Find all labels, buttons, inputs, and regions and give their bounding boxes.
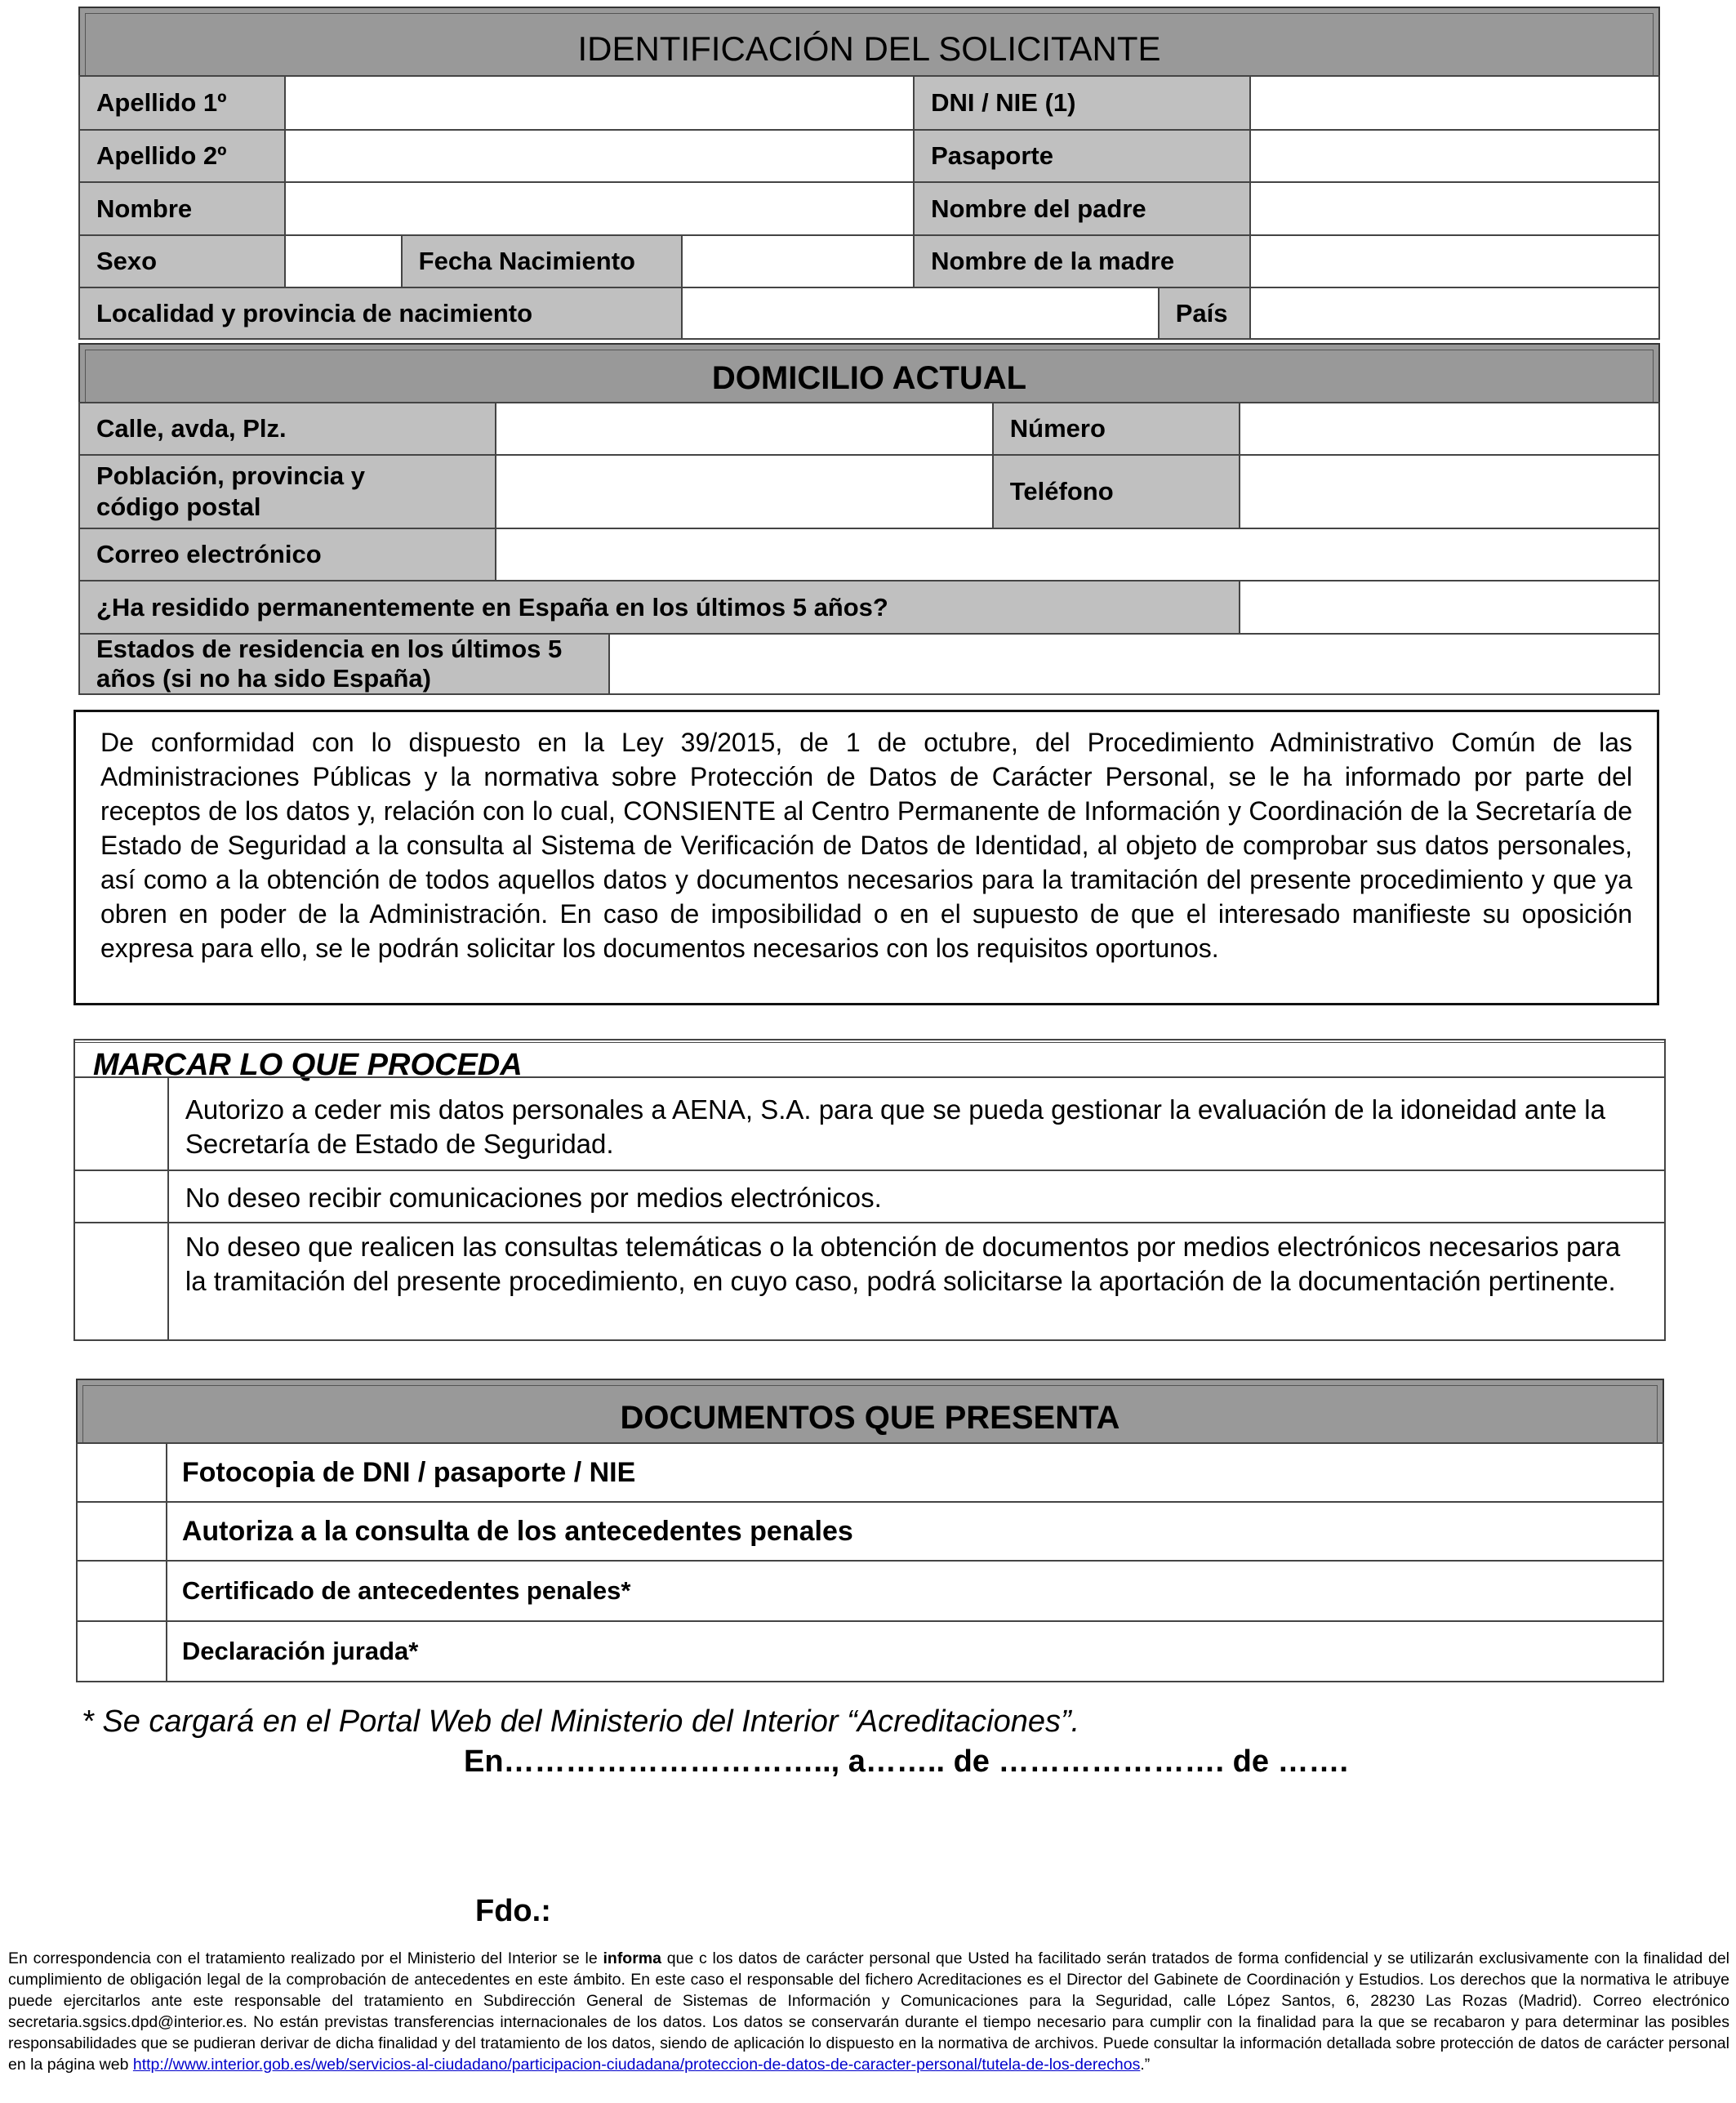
nombre-padre-field[interactable] <box>1250 182 1659 235</box>
domicilio-header <box>78 343 1660 403</box>
documentos-title: DOCUMENTOS QUE PRESENTA <box>620 1400 1120 1436</box>
documentos-item-1: Fotocopia de DNI / pasaporte / NIE <box>167 1443 1663 1502</box>
marcar-table <box>73 1076 1666 1341</box>
documentos-item-4: Declaración jurada* <box>167 1621 1663 1682</box>
marcar-checkbox-2[interactable] <box>74 1170 168 1223</box>
nota-acreditaciones: * Se cargará en el Portal Web del Ministerio del Interior “Acreditaciones”. <box>82 1704 1080 1739</box>
sexo-field[interactable] <box>285 235 402 287</box>
marcar-item-1: Autorizo a ceder mis datos personales a AENA, S.A. para que se pueda gestionar la evaluación de la idoneidad ante la Secretaría de Estado de Seguridad. <box>168 1077 1665 1170</box>
marcar-item-3: No deseo que realicen las consultas telemáticas o la obtención de documentos por medios electrónicos necesarios para la tramitación del presente procedimiento, en cuyo caso, podrá solicitarse la aportación de la documentación pertinente. <box>168 1223 1665 1340</box>
identificacion-title: IDENTIFICACIÓN DEL SOLICITANTE <box>577 29 1161 68</box>
marcar-header-rule <box>73 1042 1666 1043</box>
footer-text-end: .” <box>1140 2056 1151 2074</box>
sexo-label: Sexo <box>79 235 285 287</box>
nombre-padre-label: Nombre del padre <box>914 182 1250 235</box>
dni-field[interactable] <box>1250 76 1659 130</box>
footer-privacy-notice <box>8 1948 1729 2075</box>
poblacion-label-line2: código postal <box>96 492 261 521</box>
consentimiento-box <box>73 710 1659 1005</box>
apellido1-label: Apellido 1º <box>79 76 285 130</box>
consentimiento-text: De conformidad con lo dispuesto en la Ley 39/2015, de 1 de octubre, del Procedimiento Administrativo Común de las Administraciones Públicas y la normativa sobre Protección de Datos de Carácter Personal, se le ha informado por parte del receptos de los datos y, relación con lo cual, CONSIENTE al Centro Permanente de Información y Coordinación de la Secretaría de Estado de Seguridad a la consulta al Sistema de Verificación de Datos de Identidad, al objeto de comprobar sus datos personales, así como a la obtención de todos aquellos datos y documentos necesarios para la tramitación del presente procedimiento y que ya obren en poder de la Administración. En caso de imposibilidad o en el supuesto de que el interesado manifieste su oposición expresa para ello, se le podrán solicitar los documentos necesarios con los requisitos oportunos. <box>100 728 1632 963</box>
correo-label: Correo electrónico <box>79 528 496 581</box>
documentos-checkbox-2[interactable] <box>77 1502 167 1561</box>
documentos-table <box>76 1442 1664 1682</box>
nombre-label: Nombre <box>79 182 285 235</box>
poblacion-label-line1: Población, provincia y <box>96 461 366 490</box>
marcar-title: MARCAR LO QUE PROCEDA <box>93 1048 523 1082</box>
fecha-linea: En………………………….., a…….. de …………………. de ……. <box>464 1744 1349 1779</box>
fecha-nacimiento-label: Fecha Nacimiento <box>402 235 683 287</box>
poblacion-field[interactable] <box>496 455 993 528</box>
estados-field[interactable] <box>609 634 1659 694</box>
residido-field[interactable] <box>1240 581 1659 634</box>
apellido2-label: Apellido 2º <box>79 130 285 182</box>
dni-label: DNI / NIE (1) <box>914 76 1250 130</box>
documentos-checkbox-3[interactable] <box>77 1561 167 1621</box>
localidad-field[interactable] <box>682 287 1158 339</box>
telefono-label: Teléfono <box>993 455 1240 528</box>
documentos-item-3: Certificado de antecedentes penales* <box>167 1561 1663 1621</box>
nombre-madre-label: Nombre de la madre <box>914 235 1250 287</box>
nombre-madre-field[interactable] <box>1250 235 1659 287</box>
calle-field[interactable] <box>496 403 993 455</box>
footer-text-1: En correspondencia con el tratamiento realizado por el Ministerio del Interior se le <box>8 1949 603 1967</box>
pasaporte-label: Pasaporte <box>914 130 1250 182</box>
nombre-field[interactable] <box>285 182 914 235</box>
telefono-field[interactable] <box>1240 455 1659 528</box>
localidad-label: Localidad y provincia de nacimiento <box>79 287 682 339</box>
correo-field[interactable] <box>496 528 1659 581</box>
apellido1-field[interactable] <box>285 76 914 130</box>
identificacion-table <box>78 75 1660 340</box>
estados-label: Estados de residencia en los últimos 5 años (si no ha sido España) <box>79 634 609 694</box>
domicilio-table <box>78 402 1660 695</box>
documentos-header <box>76 1379 1664 1444</box>
fecha-nacimiento-field[interactable] <box>682 235 914 287</box>
pais-field[interactable] <box>1250 287 1659 339</box>
marcar-item-2: No deseo recibir comunicaciones por medios electrónicos. <box>168 1170 1665 1223</box>
domicilio-title: DOMICILIO ACTUAL <box>711 360 1027 396</box>
residido-label: ¿Ha residido permanentemente en España en los últimos 5 años? <box>79 581 1240 634</box>
identificacion-header <box>78 7 1660 75</box>
pasaporte-field[interactable] <box>1250 130 1659 182</box>
calle-label: Calle, avda, Plz. <box>79 403 496 455</box>
numero-field[interactable] <box>1240 403 1659 455</box>
poblacion-label <box>79 455 496 528</box>
marcar-checkbox-3[interactable] <box>74 1223 168 1340</box>
marcar-checkbox-1[interactable] <box>74 1077 168 1170</box>
documentos-checkbox-1[interactable] <box>77 1443 167 1502</box>
pais-label: País <box>1159 287 1250 339</box>
numero-label: Número <box>993 403 1240 455</box>
documentos-item-2: Autoriza a la consulta de los antecedentes penales <box>167 1502 1663 1561</box>
apellido2-field[interactable] <box>285 130 914 182</box>
documentos-checkbox-4[interactable] <box>77 1621 167 1682</box>
footer-text-bold: informa <box>603 1949 661 1967</box>
footer-link[interactable]: http://www.interior.gob.es/web/servicios-al-ciudadano/participacion-ciudadana/proteccion-de-datos-de-caracter-personal/tutela-de-los-derechos <box>132 2056 1141 2074</box>
footer-text-2: que c los datos de carácter personal que Usted ha facilitado serán tratados de forma confidencial y se utilizarán exclusivamente con la finalidad del cumplimiento de obligación legal de la comprobación de antecedentes en este ámbito. En este caso el responsable del fichero Acreditaciones es el Director del Gabinete de Coordinación y Estudios. Los derechos que la normativa le atribuye puede ejercitarlos ante este responsable del tratamiento en Subdirección General de Sistemas de Información y Comunicaciones para la Seguridad, calle López Santos, 6, 28230 Las Rozas (Madrid). Correo electrónico secretaria.sgsics.dpd@interior.es. No están previstas transferencias internacionales de los datos. Los datos se conservarán durante el tiempo necesario para cumplir con la finalidad para la que se recabaron y para determinar las posibles responsabilidades que se pudieran derivar de dicha finalidad y del tratamiento de los datos, siendo de aplicación lo dispuesto en la normativa de archivos. Puede consultar la información detallada sobre protección de datos de carácter personal en la página web <box>8 1949 1730 2074</box>
firma-label: Fdo.: <box>475 1894 551 1928</box>
